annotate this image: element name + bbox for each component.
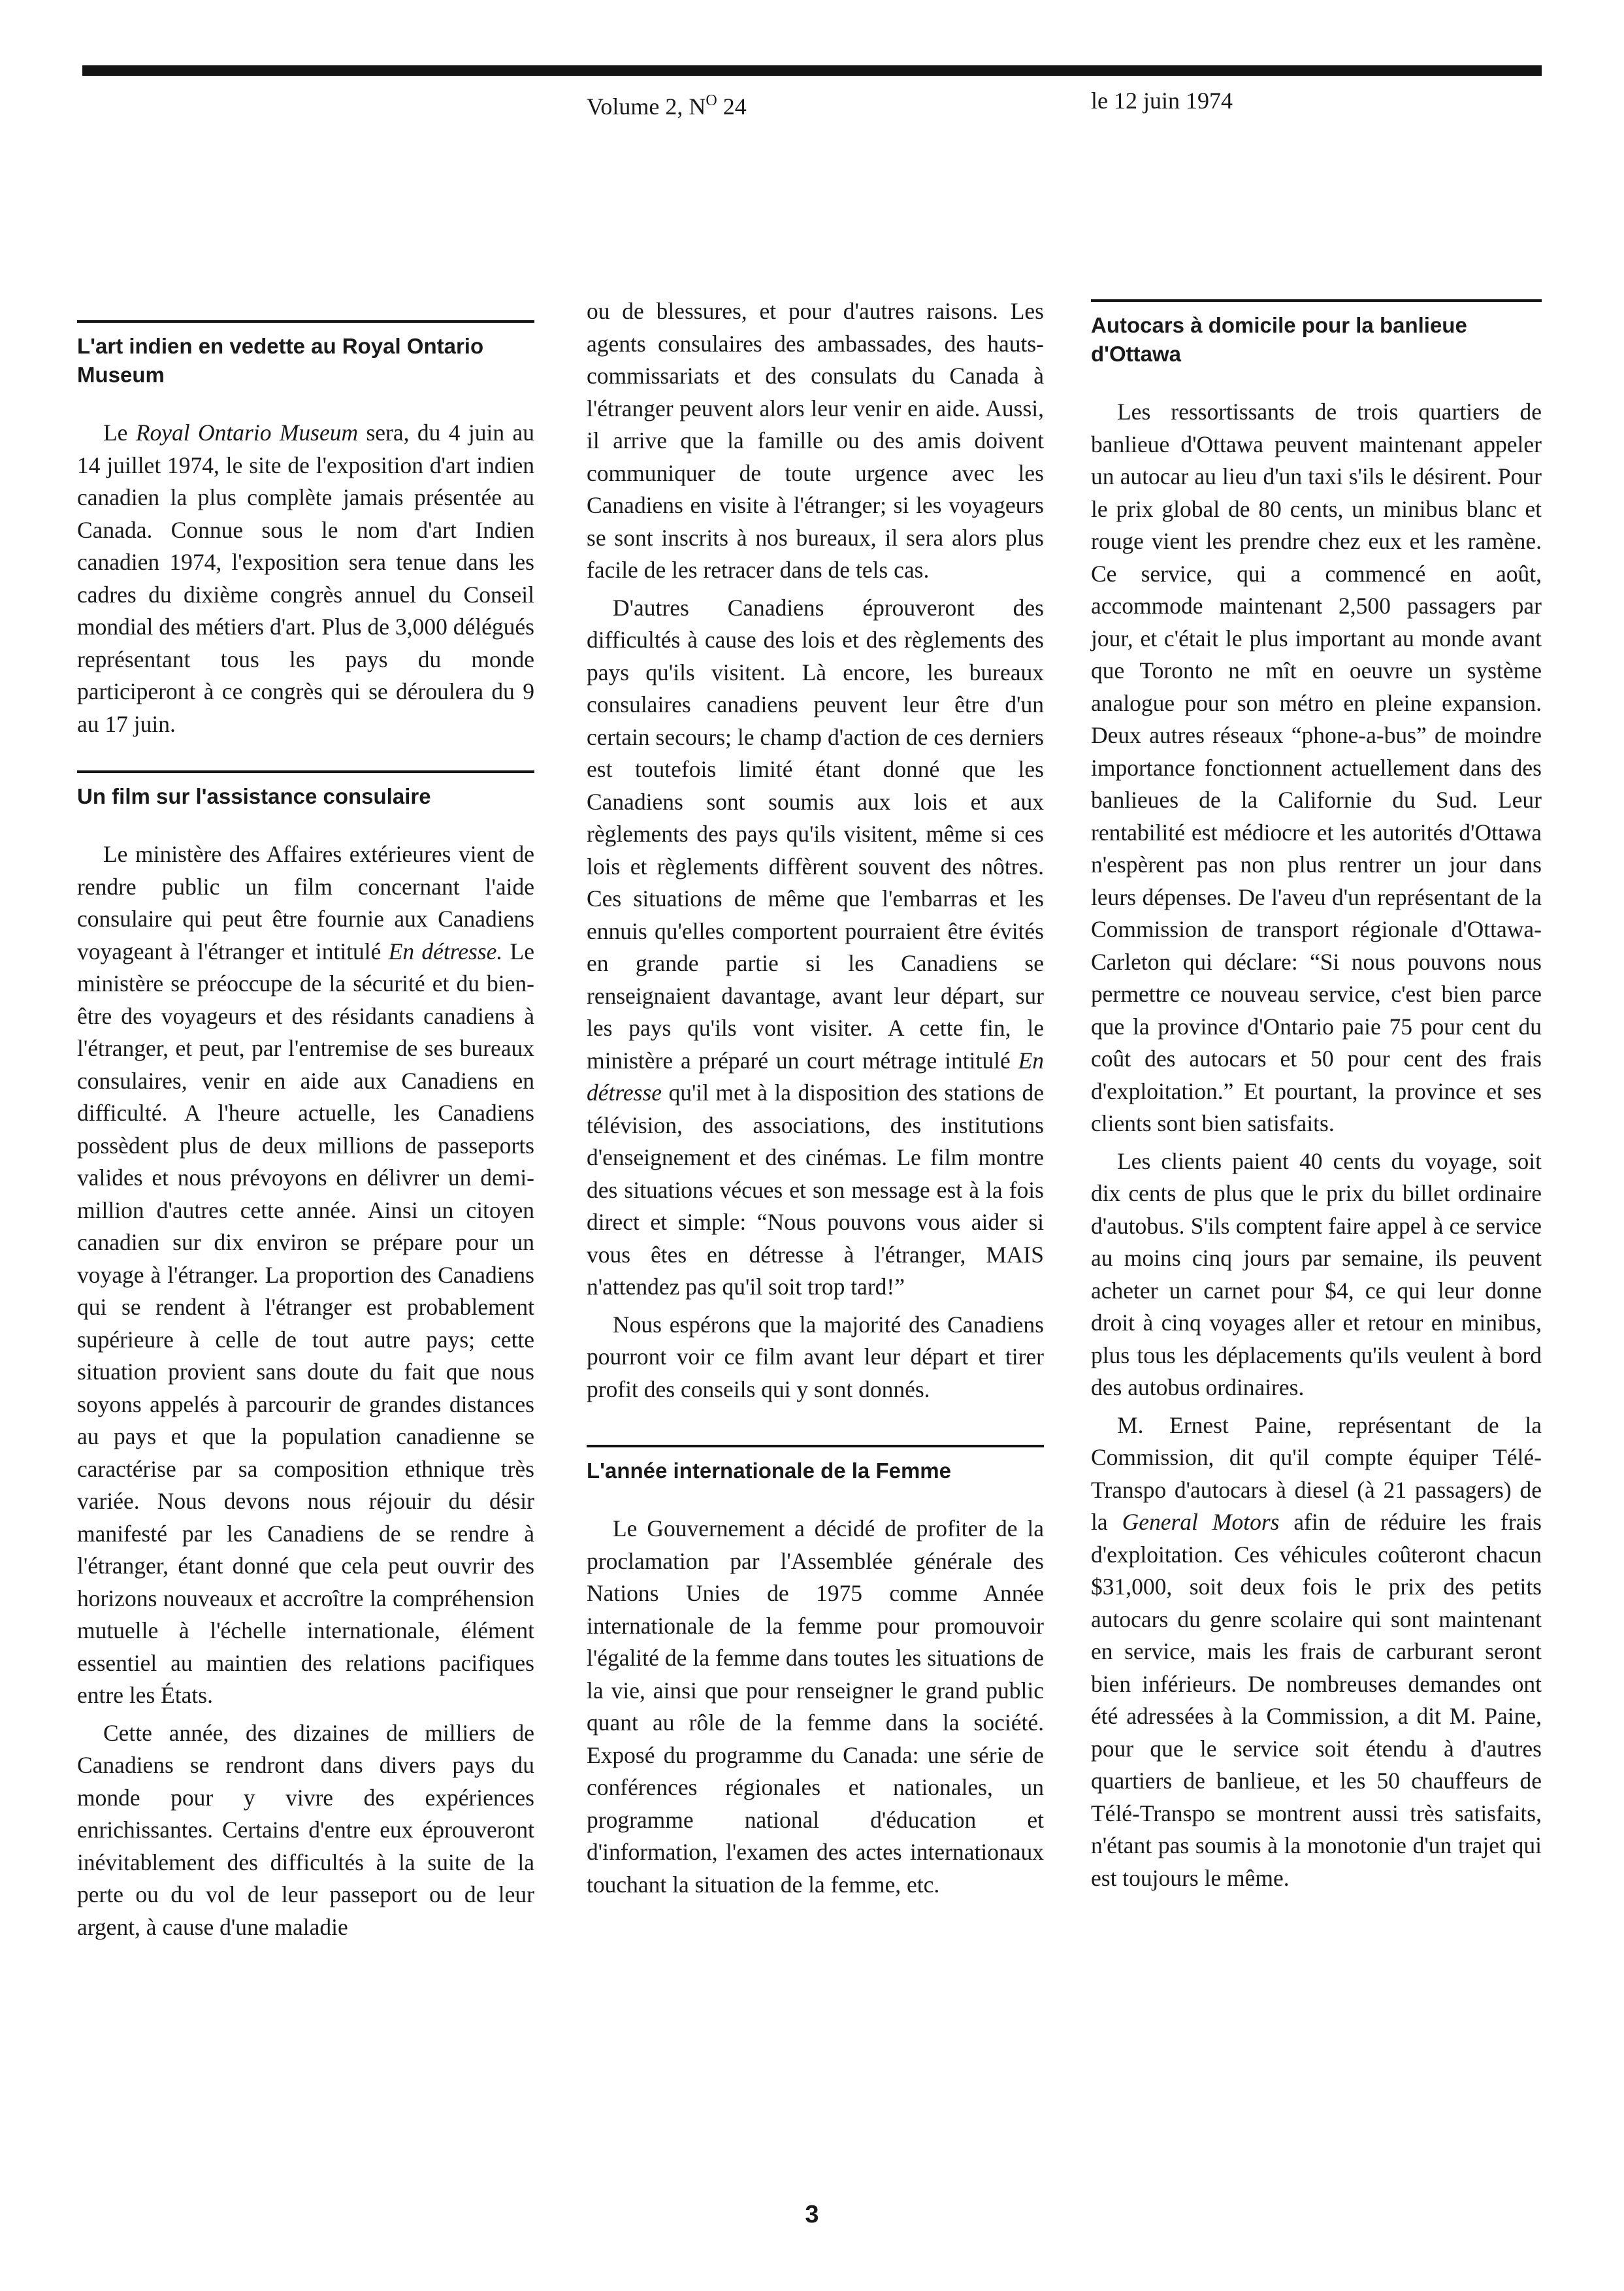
page-number: 3 (805, 2201, 819, 2228)
article-film-consulaire-continued (587, 295, 1044, 1406)
paragraph: M. Ernest Paine, représentant de la Commission, dit qu'il compte équiper Télé-Transpo d'autocars à diesel (à 21 passagers) de la General Motors afin de réduire les frais d'exploitation. Ces véhicules coûteront chacun $31,000, soit deux fois le prix des petits autocars du genre scolaire qui sont maintenant en service, mais les frais de carburant seront bien inférieurs. De nombreuses demandes ont été adressées à la Commission, a dit M. Paine, pour que le service soit étendu à d'autres quartiers de banlieue, et les 50 chauffeurs de Télé-Transpo se montrent aussi très satisfaits, n'étant pas soumis à la monotonie d'un trajet qui est toujours le même. (1091, 1411, 1542, 1891)
paragraph: Les clients paient 40 cents du voyage, soit dix cents de plus que le prix du billet ordinaire d'autobus. S'ils comptent faire appel à ce service au moins cinq jours par semaine, ils peuvent acheter un carnet pour $4, ce qui leur donne droit à cinq voyages aller et retour en minibus, plus tous les déplacements qu'ils veulent à bord des autobus ordinaires. (1091, 1147, 1542, 1400)
paragraph: Le Royal Ontario Museum sera, du 4 juin au 14 juillet 1974, le site de l'exposition d'art indien canadien la plus complète jamais présentée au Canada. Connue sous le nom d'art Indien canadien 1974, l'exposition sera tenue dans les cadres du dixième congrès annuel du Conseil mondial des métiers d'art. Plus de 3,000 délégués représentant tous les pays du monde participeront à ce congrès qui se déroulera du 9 au 17 juin. (77, 420, 535, 737)
article-title: Un film sur l'assistance consulaire (77, 784, 431, 808)
article-annee-femme (587, 1445, 1044, 1901)
column-3 (1091, 299, 1542, 1894)
header-rule (82, 65, 1542, 76)
section-rule (77, 770, 534, 773)
article-film-consulaire (77, 770, 534, 1943)
section-rule (587, 1445, 1044, 1447)
issue-volume: Volume 2, $N^O$ 24 (587, 92, 747, 120)
section-rule (1091, 299, 1542, 302)
paragraph: Le Gouvernement a décidé de profiter de la proclamation par l'Assemblée générale des Nations Unies de 1975 comme Année internationale de la femme pour promouvoir l'égalité de la femme dans toutes les situations de la vie, ainsi que pour renseigner le grand public quant au rôle de la femme dans la société. Exposé du programme du Canada: une série de conférences régionales et nationales, un programme national d'éducation et d'information, l'examen des actes internationaux touchant la situation de la femme, etc. (587, 1515, 1044, 1898)
paragraph: Nous espérons que la majorité des Canadiens pourront voir ce film avant leur départ et tirer profit des conseils qui y sont donnés. (587, 1311, 1044, 1402)
paragraph: Les ressortissants de trois quartiers de banlieue d'Ottawa peuvent maintenant appeler un autocar au lieu d'un taxi s'ils le désirent. Pour le prix global de 80 cents, un minibus blanc et rouge vient les prendre chez eux et les ramène. Ce service, qui a commencé en août, accommode maintenant 2,500 passagers par jour, et c'était le plus important au monde avant que Toronto ne mît en oeuvre un système analogue pour son métro en pleine expansion. Deux autres réseaux “phone-a-bus” de moindre importance fonctionnent actuellement dans des banlieues de la Californie du Sud. Leur rentabilité est médiocre et les autorités d'Ottawa n'espèrent pas non plus rentrer un jour dans leurs dépenses. De l'aveu d'un représentant de la Commission de transport régionale d'Ottawa-Carleton qui déclare: “Si nous pouvons nous permettre ce nouveau service, c'est bien parce que la province d'Ontario paie 75 pour cent du coût des autocars et 50 pour cent des frais d'exploitation.” Et pourtant, la province et ses clients sont bien satisfaits. (1091, 399, 1542, 1136)
paragraph: ou de blessures, et pour d'autres raisons. Les agents consulaires des ambassades, des hauts-commissariats et des consulats du Canada à l'étranger peuvent alors leur venir en aide. Aussi, il arrive que la famille ou des amis doivent communiquer de toute urgence avec les Canadiens en visite à l'étranger; si les voyageurs se sont inscrits à nos bureaux, il sera alors plus facile de les retracer dans de tels cas. (587, 298, 1044, 583)
paragraph: Le ministère des Affaires extérieures vient de rendre public un film concernant l'aide consulaire qui peut être fournie aux Canadiens voyageant à l'étranger et intitulé En détresse. Le ministère se préoccupe de la sécurité et du bien-être des voyageurs et des résidants canadiens à l'étranger, et peut, par l'entremise de ses bureaux consulaires, venir en aide aux Canadiens en difficulté. A l'heure actuelle, les Canadiens possèdent plus de deux millions de passeports valides et nous prévoyons en délivrer un demi-million d'autres cette année. Ainsi un citoyen canadien sur dix environ se prépare pour un voyage à l'étranger. La proportion des Canadiens qui se rendent à l'étranger est probablement supérieure à celle de tout autre pays; cette situation provient sans doute du fait que nous soyons appelés à parcourir de grandes distances au pays et que la population canadienne se caractérise par sa composition ethnique très variée. Nous devons nous réjouir du désir manifesté par les Canadiens de se rendre à l'étranger, étant donné que cela peut ouvrir des horizons nouveaux et accroître la compréhension mutuelle à l'échelle internationale, élément essentiel au maintien des relations pacifiques entre les États. (77, 841, 534, 1708)
article-title: Autocars à domicile pour la banlieue d'Ottawa (1091, 313, 1467, 366)
column-2 (587, 295, 1044, 1901)
issue-date: le 12 juin 1974 (1091, 88, 1233, 114)
section-rule (77, 320, 534, 323)
article-royal-ontario (77, 320, 534, 740)
article-autocars (1091, 299, 1542, 1894)
column-1 (77, 320, 534, 1943)
article-title: L'art indien en vedette au Royal Ontario Museum (77, 334, 484, 387)
paragraph: D'autres Canadiens éprouveront des difficultés à cause des lois et des règlements des pays qu'ils visitent. Là encore, les bureaux consulaires canadiens peuvent leur être d'un certain secours; le champ d'action de ces derniers est toutefois limité étant donné que les Canadiens sont soumis aux lois et aux règlements des pays qu'ils visitent, même si ces lois et règlements diffèrent souvent des nôtres. Ces situations de même que l'embarras et les ennuis qu'elles comportent pourraient être évités en grande partie si les Canadiens se renseignaient davantage, avant leur départ, sur les pays qu'ils vont visiter. A cette fin, le ministère a préparé un court métrage intitulé En détresse qu'il met à la disposition des stations de télévision, des associations, des institutions d'enseignement et des cinémas. Le film montre des situations vécues et son message est à la fois direct et simple: “Nous pouvons vous aider si vous êtes en détresse à l'étranger, MAIS n'attendez pas qu'il soit trop tard!” (587, 594, 1044, 1300)
paragraph: Cette année, des dizaines de milliers de Canadiens se rendront dans divers pays du monde pour y vivre des expériences enrichissantes. Certains d'entre eux éprouveront inévitablement des difficultés à la suite de la perte ou du vol de leur passeport ou de leur argent, à cause d'une maladie (77, 1719, 534, 1940)
article-title: L'année internationale de la Femme (587, 1459, 952, 1483)
